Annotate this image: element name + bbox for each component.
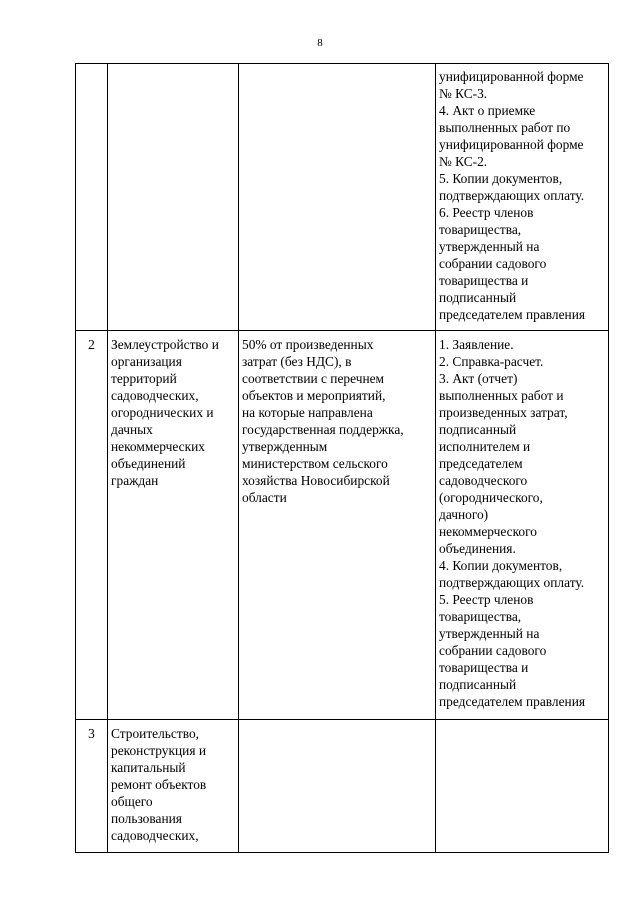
- text-line: территорий: [111, 371, 177, 386]
- text-line: товарищества и: [439, 660, 529, 675]
- text-line: 5. Копии документов,: [439, 171, 563, 186]
- text-line: организация: [111, 354, 182, 369]
- table-row: [76, 64, 609, 331]
- text-line: садоводческих,: [111, 828, 199, 843]
- page-number: 8: [317, 37, 323, 49]
- text-line: товарищества и: [439, 273, 529, 288]
- row-number-cell: 3: [76, 720, 108, 853]
- text-line: ремонт объектов: [111, 777, 207, 792]
- text-line: на которые направлена: [242, 405, 373, 420]
- text-line: товарищества,: [439, 609, 522, 624]
- text-line: № КС-2.: [439, 154, 488, 169]
- text-line: Землеустройство и: [111, 337, 219, 352]
- text-line: собрании садового: [439, 643, 547, 658]
- row-number-cell: [76, 64, 108, 331]
- text-line: утвержденный на: [439, 626, 540, 641]
- text-line: товарищества,: [439, 222, 522, 237]
- text-line: объединения.: [439, 541, 516, 556]
- text-line: затрат (без НДС), в: [242, 354, 352, 369]
- document-table: [75, 63, 609, 853]
- text-line: пользования: [111, 811, 182, 826]
- text-line: области: [242, 490, 287, 505]
- text-line: произведенных затрат,: [439, 405, 568, 420]
- text-line: граждан: [111, 473, 159, 488]
- text-line: председателем: [439, 456, 523, 471]
- text-line: собрании садового: [439, 256, 547, 271]
- text-line: дачного): [439, 507, 489, 522]
- text-line: 4. Акт о приемке: [439, 103, 536, 118]
- text-line: председателем правления: [439, 307, 586, 322]
- text-line: дачных: [111, 422, 153, 437]
- text-line: 50% от произведенных: [242, 337, 374, 352]
- text-line: председателем правления: [439, 694, 586, 709]
- documents-cell: [436, 720, 609, 853]
- text-line: министерством сельского: [242, 456, 388, 471]
- text-line: 1. Заявление.: [439, 337, 514, 352]
- text-line: 4. Копии документов,: [439, 558, 563, 573]
- table-row: [76, 331, 609, 720]
- text-line: № КС-3.: [439, 86, 488, 101]
- subsidy-amount-cell: [239, 331, 436, 720]
- text-line: 5. Реестр членов: [439, 592, 534, 607]
- row-number-cell: 2: [76, 331, 108, 720]
- text-line: огороднических и: [111, 405, 214, 420]
- subsidy-amount-cell: [239, 64, 436, 331]
- text-line: подписанный: [439, 677, 517, 692]
- text-line: общего: [111, 794, 153, 809]
- text-line: исполнителем и: [439, 439, 531, 454]
- text-line: некоммерческих: [111, 439, 205, 454]
- activity-cell: [108, 331, 239, 720]
- text-line: садоводческого: [439, 473, 528, 488]
- text-line: реконструкция и: [111, 743, 207, 758]
- text-line: 6. Реестр членов: [439, 205, 534, 220]
- text-line: 3. Акт (отчет): [439, 371, 518, 386]
- activity-cell: [108, 64, 239, 331]
- text-line: 2. Справка-расчет.: [439, 354, 544, 369]
- text-line: Строительство,: [111, 726, 199, 741]
- text-line: государственная поддержка,: [242, 422, 404, 437]
- text-line: капитальный: [111, 760, 186, 775]
- text-line: некоммерческого: [439, 524, 537, 539]
- text-line: выполненных работ по: [439, 120, 571, 135]
- text-line: объединений: [111, 456, 186, 471]
- subsidy-amount-cell: [239, 720, 436, 853]
- text-line: подписанный: [439, 422, 517, 437]
- text-line: подтверждающих оплату.: [439, 575, 585, 590]
- text-line: хозяйства Новосибирской: [242, 473, 390, 488]
- documents-cell: [436, 64, 609, 331]
- text-line: объектов и мероприятий,: [242, 388, 386, 403]
- text-line: выполненных работ и: [439, 388, 564, 403]
- text-line: садоводческих,: [111, 388, 199, 403]
- activity-cell: [108, 720, 239, 853]
- text-line: подписанный: [439, 290, 517, 305]
- text-line: утвержденный на: [439, 239, 540, 254]
- text-line: подтверждающих оплату.: [439, 188, 585, 203]
- text-line: унифицированной форме: [439, 69, 584, 84]
- text-line: соответствии с перечнем: [242, 371, 385, 386]
- documents-cell: [436, 331, 609, 720]
- table-row: [76, 720, 609, 853]
- text-line: (огороднического,: [439, 490, 543, 505]
- text-line: утвержденным: [242, 439, 328, 454]
- text-line: унифицированной форме: [439, 137, 584, 152]
